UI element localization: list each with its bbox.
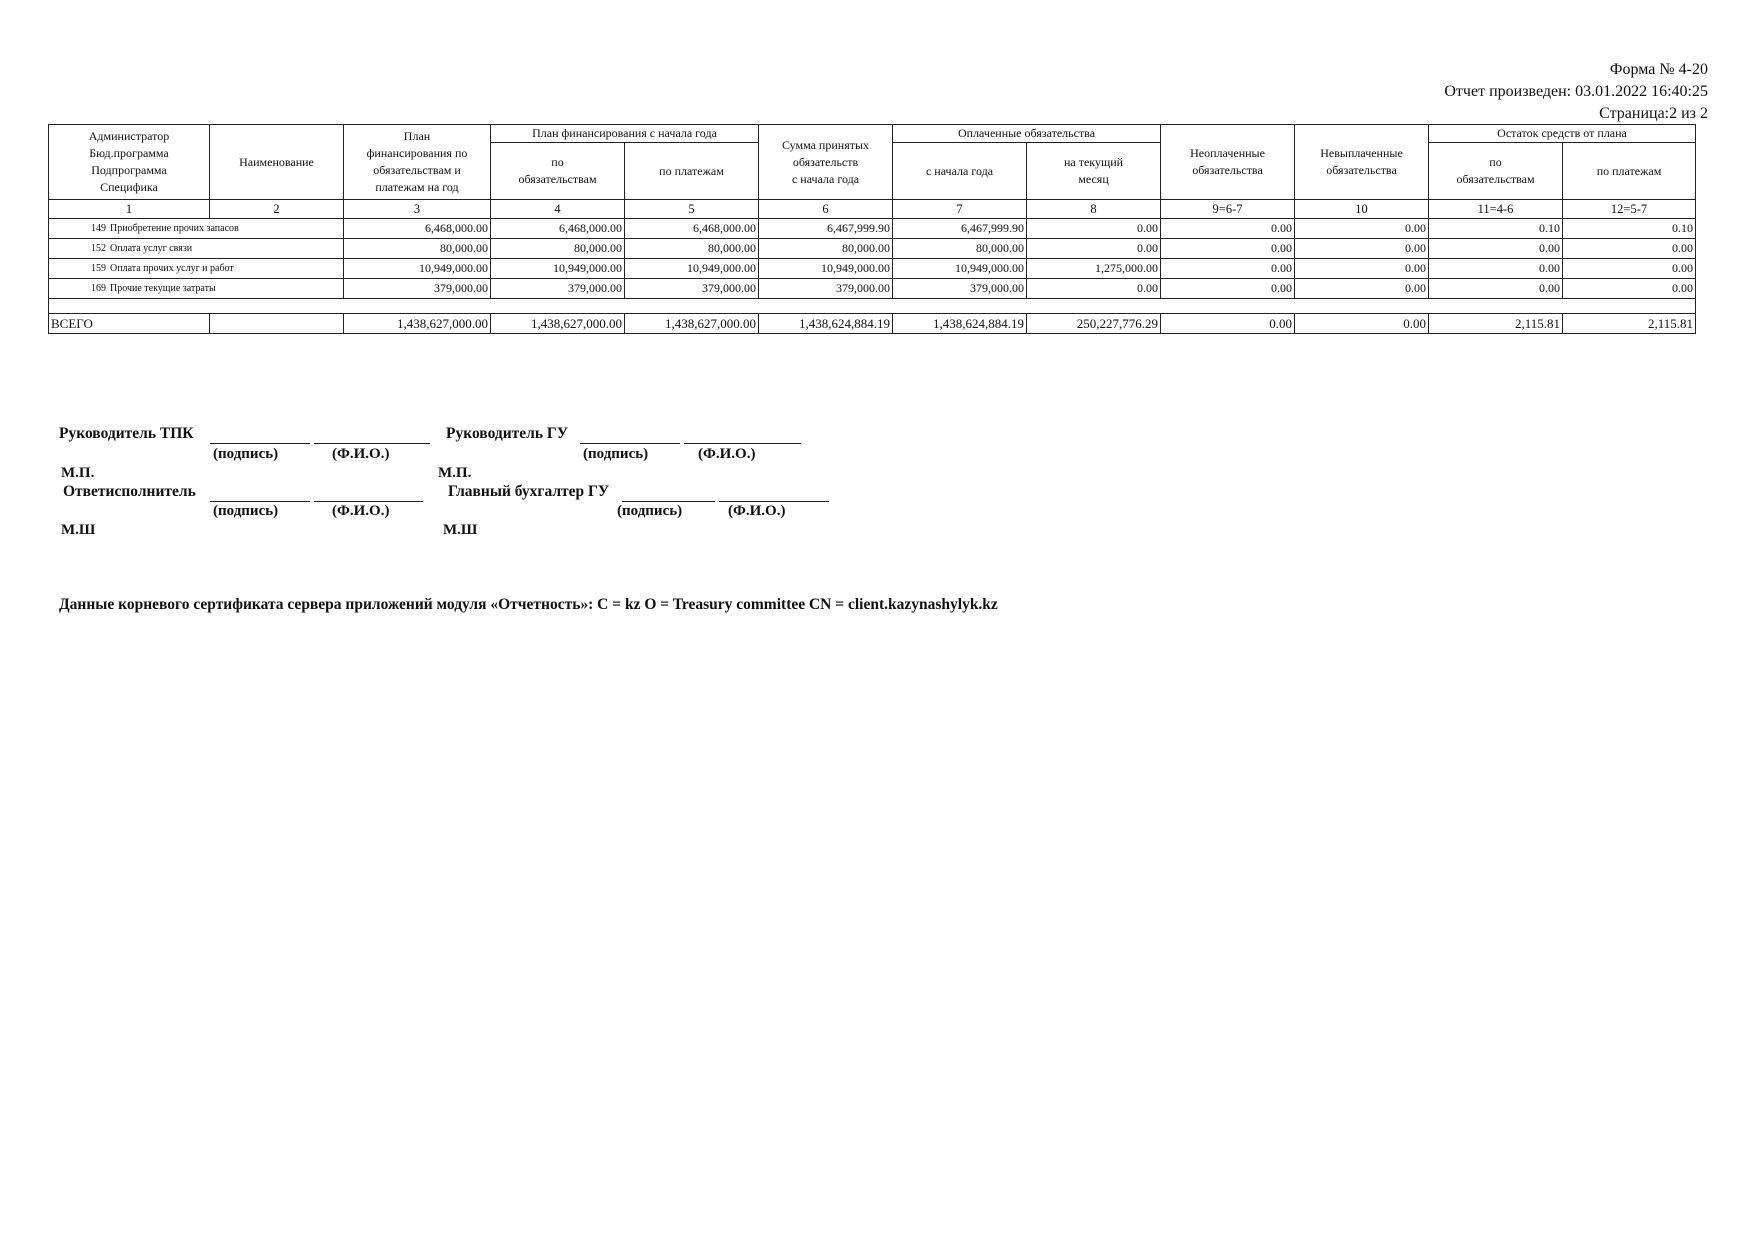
head-gu-label: Руководитель ГУ bbox=[446, 425, 569, 442]
fio-caption: (Ф.И.О.) bbox=[332, 503, 390, 519]
total-cell: 1,438,627,000.00 bbox=[344, 314, 491, 334]
total-cell: 1,438,627,000.00 bbox=[625, 314, 759, 334]
cell: 0.00 bbox=[1295, 279, 1429, 299]
header-group-paid: Оплаченные обязательства bbox=[893, 125, 1161, 143]
header-name: Наименование bbox=[210, 125, 344, 200]
header-plan-payments: по платежам bbox=[625, 143, 759, 200]
cell: 0.00 bbox=[1295, 239, 1429, 259]
cell: 0.00 bbox=[1429, 259, 1563, 279]
column-number: 12=5-7 bbox=[1563, 200, 1696, 219]
total-cell: 1,438,624,884.19 bbox=[893, 314, 1027, 334]
spacer-row bbox=[49, 299, 1696, 314]
header-annual-plan: План финансирования по обязательствам и платежам на год bbox=[344, 125, 491, 200]
cell: 0.00 bbox=[1161, 239, 1295, 259]
total-cell: 1,438,627,000.00 bbox=[491, 314, 625, 334]
table-row bbox=[49, 239, 1696, 259]
cell: 379,000.00 bbox=[344, 279, 491, 299]
cell: 80,000.00 bbox=[491, 239, 625, 259]
row-name: Прочие текущие затраты bbox=[110, 283, 216, 294]
table-row bbox=[49, 259, 1696, 279]
column-number: 3 bbox=[344, 200, 491, 219]
column-number: 10 bbox=[1295, 200, 1429, 219]
certificate-info: Данные корневого сертификата сервера приложений модуля «Отчетность»: C = kz O = Treasury committee CN = client.kazynashylyk.kz bbox=[59, 596, 998, 613]
header-undisbursed-obligations: Невыплаченные обязательства bbox=[1295, 125, 1429, 200]
signature-line bbox=[580, 443, 680, 444]
column-number-row bbox=[49, 200, 1696, 219]
row-description bbox=[49, 259, 344, 279]
row-code: 149 bbox=[91, 223, 106, 234]
header-row-1 bbox=[49, 125, 1696, 143]
chief-accountant-label: Главный бухгалтер ГУ bbox=[448, 483, 610, 500]
cell: 379,000.00 bbox=[625, 279, 759, 299]
table-row bbox=[49, 219, 1696, 239]
header-rest-payments: по платежам bbox=[1563, 143, 1696, 200]
cell: 0.00 bbox=[1295, 219, 1429, 239]
stamp-label: М.П. bbox=[61, 465, 95, 481]
cell: 1,275,000.00 bbox=[1027, 259, 1161, 279]
signature-caption: (подпись) bbox=[213, 503, 279, 519]
fio-line bbox=[314, 443, 430, 444]
cell: 0.10 bbox=[1563, 219, 1696, 239]
signature-caption: (подпись) bbox=[617, 503, 683, 519]
row-code: 159 bbox=[91, 263, 106, 274]
cell: 0.10 bbox=[1429, 219, 1563, 239]
cell: 80,000.00 bbox=[344, 239, 491, 259]
column-number: 11=4-6 bbox=[1429, 200, 1563, 219]
total-cell: 250,227,776.29 bbox=[1027, 314, 1161, 334]
cell: 0.00 bbox=[1027, 219, 1161, 239]
cell: 6,468,000.00 bbox=[491, 219, 625, 239]
row-name: Оплата услуг связи bbox=[110, 243, 193, 254]
header-group-plan: План финансирования с начала года bbox=[491, 125, 759, 143]
cell: 10,949,000.00 bbox=[344, 259, 491, 279]
total-cell: 2,115.81 bbox=[1429, 314, 1563, 334]
fio-line bbox=[314, 501, 423, 502]
fio-line bbox=[684, 443, 801, 444]
signature-caption: (подпись) bbox=[213, 446, 279, 462]
row-code: 152 bbox=[91, 243, 106, 254]
column-number: 5 bbox=[625, 200, 759, 219]
signature-line bbox=[622, 501, 715, 502]
head-tpk-label: Руководитель ТПК bbox=[59, 425, 194, 442]
header-rest-obligations: по обязательствам bbox=[1429, 143, 1563, 200]
fio-caption: (Ф.И.О.) bbox=[332, 446, 390, 462]
fio-caption: (Ф.И.О.) bbox=[728, 503, 786, 519]
stamp-label: М.Ш bbox=[443, 522, 478, 538]
total-cell: 2,115.81 bbox=[1563, 314, 1696, 334]
table-row bbox=[49, 279, 1696, 299]
total-cell: 0.00 bbox=[1161, 314, 1295, 334]
cell: 0.00 bbox=[1563, 279, 1696, 299]
form-number: Форма № 4-20 bbox=[1609, 61, 1708, 78]
total-cell: 0.00 bbox=[1295, 314, 1429, 334]
header-administrator: Администратор Бюд.программа Подпрограмма Специфика bbox=[49, 125, 210, 200]
cell: 80,000.00 bbox=[625, 239, 759, 259]
cell: 0.00 bbox=[1429, 239, 1563, 259]
cell: 6,467,999.90 bbox=[893, 219, 1027, 239]
signature-caption: (подпись) bbox=[583, 446, 649, 462]
cell: 379,000.00 bbox=[893, 279, 1027, 299]
signature-line bbox=[210, 443, 310, 444]
column-number: 9=6-7 bbox=[1161, 200, 1295, 219]
cell: 80,000.00 bbox=[759, 239, 893, 259]
header-accepted-obligations: Сумма принятых обязательств с начала года bbox=[759, 125, 893, 200]
total-label: ВСЕГО bbox=[49, 314, 210, 334]
cell: 379,000.00 bbox=[491, 279, 625, 299]
header-plan-obligations: по обязательствам bbox=[491, 143, 625, 200]
report-table bbox=[48, 124, 1696, 334]
row-code: 169 bbox=[91, 283, 106, 294]
header-paid-current-month: на текущий месяц bbox=[1027, 143, 1161, 200]
signature-line bbox=[210, 501, 310, 502]
column-number: 6 bbox=[759, 200, 893, 219]
cell: 379,000.00 bbox=[759, 279, 893, 299]
header-unpaid-obligations: Неоплаченные обязательства bbox=[1161, 125, 1295, 200]
column-number: 8 bbox=[1027, 200, 1161, 219]
cell: 10,949,000.00 bbox=[893, 259, 1027, 279]
row-description bbox=[49, 239, 344, 259]
cell: 10,949,000.00 bbox=[759, 259, 893, 279]
cell: 6,467,999.90 bbox=[759, 219, 893, 239]
cell: 10,949,000.00 bbox=[491, 259, 625, 279]
cell: 80,000.00 bbox=[893, 239, 1027, 259]
report-date: Отчет произведен: 03.01.2022 16:40:25 bbox=[1444, 83, 1708, 100]
total-cell: 1,438,624,884.19 bbox=[759, 314, 893, 334]
column-number: 1 bbox=[49, 200, 210, 219]
column-number: 2 bbox=[210, 200, 344, 219]
fio-line bbox=[719, 501, 829, 502]
cell: 6,468,000.00 bbox=[625, 219, 759, 239]
header-group-rest: Остаток средств от плана bbox=[1429, 125, 1696, 143]
cell: 0.00 bbox=[1161, 279, 1295, 299]
row-description bbox=[49, 219, 344, 239]
column-number: 4 bbox=[491, 200, 625, 219]
fio-caption: (Ф.И.О.) bbox=[698, 446, 756, 462]
header-paid-since-year-start: с начала года bbox=[893, 143, 1027, 200]
cell: 0.00 bbox=[1027, 279, 1161, 299]
page-number: Страница:2 из 2 bbox=[1599, 105, 1708, 122]
cell: 0.00 bbox=[1563, 239, 1696, 259]
cell: 0.00 bbox=[1027, 239, 1161, 259]
row-name: Приобретение прочих запасов bbox=[110, 223, 239, 234]
cell: 0.00 bbox=[1161, 259, 1295, 279]
column-number: 7 bbox=[893, 200, 1027, 219]
cell: 0.00 bbox=[1563, 259, 1696, 279]
cell: 10,949,000.00 bbox=[625, 259, 759, 279]
total-row bbox=[49, 314, 1696, 334]
row-name: Оплата прочих услуг и работ bbox=[110, 263, 234, 274]
cell: 0.00 bbox=[1429, 279, 1563, 299]
cell: 0.00 bbox=[1295, 259, 1429, 279]
stamp-label: М.Ш bbox=[61, 522, 96, 538]
stamp-label: М.П. bbox=[438, 465, 472, 481]
spacer-cell bbox=[49, 299, 1696, 314]
executor-label: Ответисполнитель bbox=[63, 483, 196, 500]
cell: 6,468,000.00 bbox=[344, 219, 491, 239]
cell: 0.00 bbox=[1161, 219, 1295, 239]
row-description bbox=[49, 279, 344, 299]
total-empty-cell bbox=[210, 314, 344, 334]
